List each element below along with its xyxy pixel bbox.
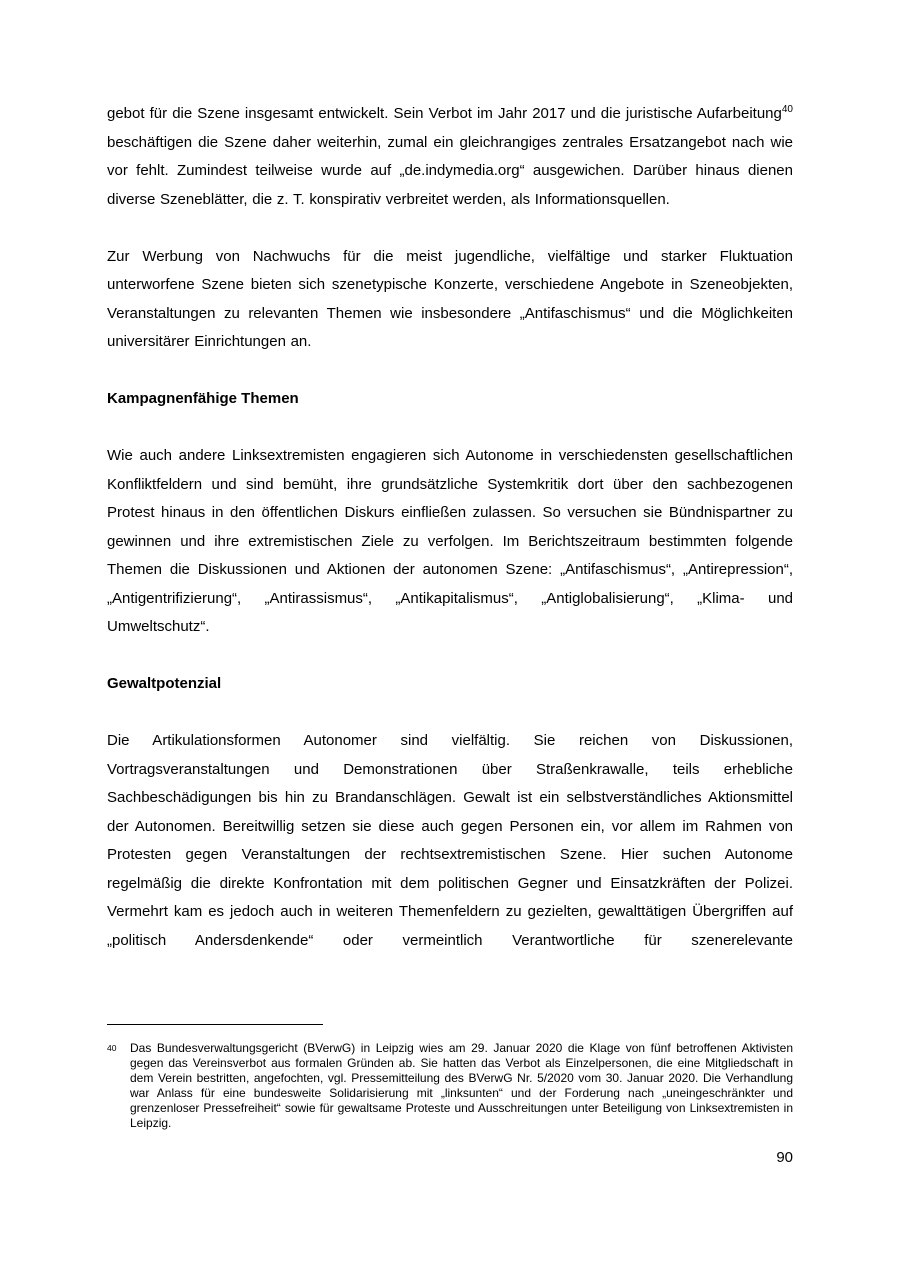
- page-number: 90: [776, 1149, 793, 1166]
- footnote-number: 40: [107, 1043, 117, 1053]
- footnote-text: Das Bundesverwaltungsgericht (BVerwG) in Leipzig wies am 29. Januar 2020 die Klage von fünf betroffenen Aktivisten gegen das Vereinsverbot aus formalen Gründen ab. Sie hatten das Verbot als Einzelpersonen, die eine Mitgliedschaft in dem Verein bestritten, angefochten, vgl. Pressemitteilung des BVerwG Nr. 5/2020 vom 30. Januar 2020. Die Verhandlung war Anlass für eine bundesweite Solidarisierung mit „linksunten“ und der Forderung nach „uneingeschränkter und grenzenloser Pressefreiheit“ sowie für gewaltsame Proteste und Ausschreitungen unter Beteiligung von Linksextremisten in Leipzig.: [130, 1041, 793, 1130]
- page-content: [107, 100, 793, 984]
- paragraph: Wie auch andere Linksextremisten engagieren sich Autonome in verschiedensten gesellschaftlichen Konfliktfeldern und sind bemüht, ihre grundsätzliche Systemkritik dort über den sachbezogenen Protest hinaus in den öffentlichen Diskurs einfließen zulassen. So versuchen sie Bündnispartner zu gewinnen und ihre extremistischen Ziele zu verfolgen. Im Berichtszeitraum bestimmten folgende Themen die Diskussionen und Aktionen der autonomen Szene: „Antifaschismus“, „Antirepression“, „Antigentrifizierung“, „Antirassismus“, „Antikapitalismus“, „Antiglobalisierung“, „Klima- und Umweltschutz“.: [107, 447, 793, 635]
- section-heading: Gewaltpotenzial: [107, 675, 222, 692]
- paragraph: [107, 100, 793, 214]
- paragraph-text: gebot für die Szene insgesamt entwickelt. Sein Verbot im Jahr 2017 und die juristische Aufarbeitung: [107, 105, 782, 122]
- paragraph: Zur Werbung von Nachwuchs für die meist jugendliche, vielfältige und starker Fluktuation unterworfene Szene bieten sich szenetypische Konzerte, verschiedene Angebote in Szeneobjekten, Veranstaltungen zu relevanten Themen wie insbesondere „Antifaschismus“ und die Möglichkeiten universitärer Einrichtungen an.: [107, 247, 793, 350]
- paragraph-text: beschäftigen die Szene daher weiterhin, zumal ein gleichrangiges zentrales Ersatzangebot nach wie vor fehlt. Zumindest teilweise wurde auf „de.indymedia.org“ ausgewichen. Darüber hinaus dienen diverse Szeneblätter, die z. T. konspirativ verbreitet werden, als Informationsquellen.: [107, 133, 793, 208]
- footnote-area: [107, 1024, 793, 1131]
- paragraph: Die Artikulationsformen Autonomer sind vielfältig. Sie reichen von Diskussionen, Vortragsveranstaltungen und Demonstrationen über Straßenkrawalle, teils erhebliche Sachbeschädigungen bis hin zu Brandanschlägen. Gewalt ist ein selbstverständliches Aktionsmittel der Autonomen. Bereitwillig setzen sie diese auch gegen Personen ein, vor allem im Rahmen von Protesten gegen Veranstaltungen der rechtsextremistischen Szene. Hier suchen Autonome regelmäßig die direkte Konfrontation mit dem politischen Gegner und Einsatzkräften der Polizei. Vermehrt kam es jedoch auch in weiteren Themenfeldern zu gezielten, gewalttätigen Übergriffen auf „politisch Andersdenkende“ oder vermeintlich Verantwortliche für szenerelevante: [107, 732, 793, 949]
- footnote: [107, 1041, 793, 1131]
- section-heading: Kampagnenfähige Themen: [107, 390, 299, 407]
- footnote-ref: 40: [781, 104, 793, 115]
- footnote-separator: [107, 1024, 323, 1025]
